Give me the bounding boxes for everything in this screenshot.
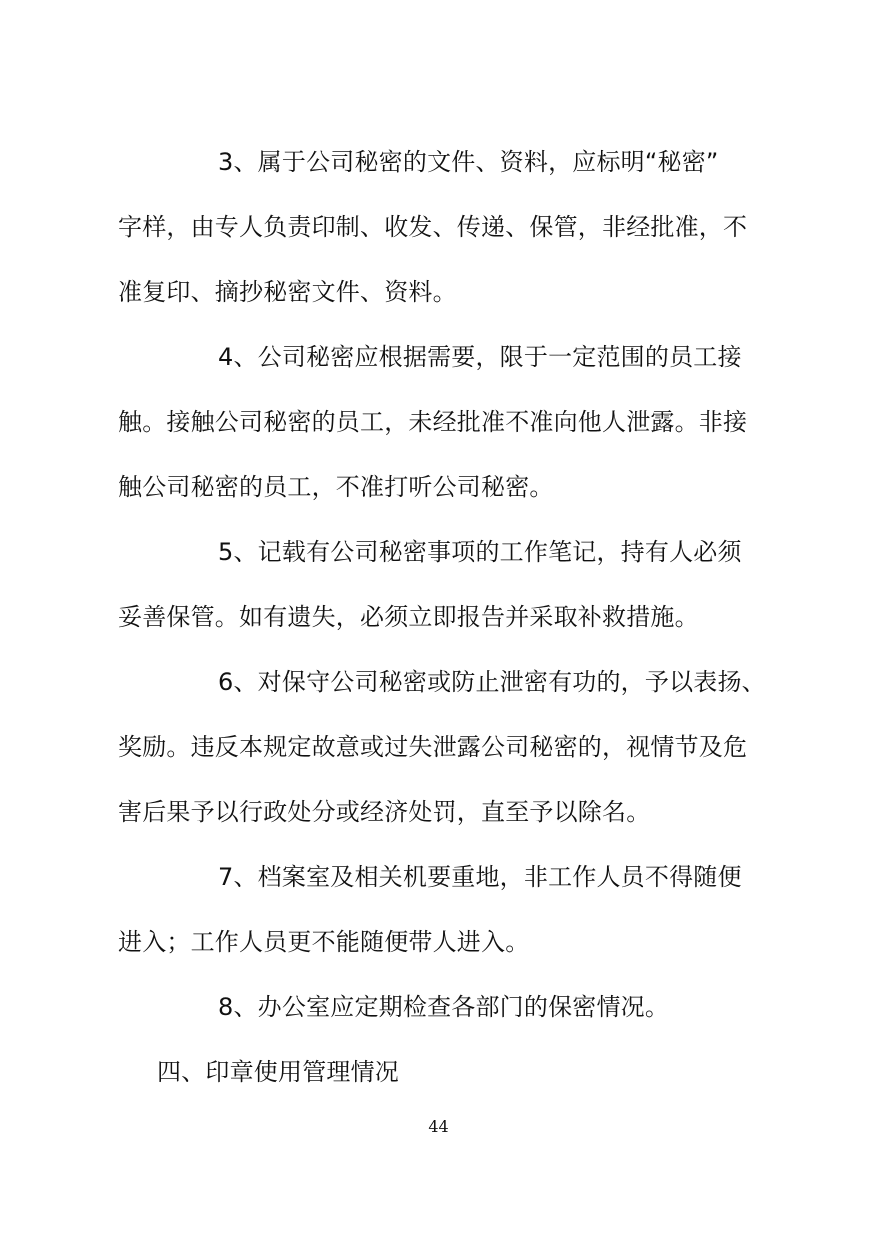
text-line: 7、档案室及相关机要重地，非工作人员不得随便: [218, 863, 742, 891]
text-line: 准复印、摘抄秘密文件、资料。: [118, 278, 457, 306]
section-heading: 四、印章使用管理情况: [157, 1058, 399, 1086]
text-line: 8、办公室应定期检查各部门的保密情况。: [218, 993, 670, 1021]
text-line: 触公司秘密的员工，不准打听公司秘密。: [118, 473, 554, 501]
text-line: 奖励。违反本规定故意或过失泄露公司秘密的，视情节及危: [118, 733, 748, 761]
text-line: 害后果予以行政处分或经济处罚，直至予以除名。: [118, 798, 651, 826]
text-line: 进入；工作人员更不能随便带人进入。: [118, 928, 530, 956]
text-line: 妥善保管。如有遗失，必须立即报告并采取补救措施。: [118, 603, 699, 631]
text-line: 6、对保守公司秘密或防止泄密有功的，予以表扬、: [218, 668, 766, 696]
page-number: 44: [428, 1117, 449, 1136]
text-line: 4、公司秘密应根据需要，限于一定范围的员工接: [218, 343, 742, 371]
text-line: 5、记载有公司秘密事项的工作笔记，持有人必须: [218, 538, 742, 566]
text-line: 字样，由专人负责印制、收发、传递、保管，非经批准，不: [118, 213, 748, 241]
text-line: 触。接触公司秘密的员工，未经批准不准向他人泄露。非接: [118, 408, 748, 436]
text-line: 3、属于公司秘密的文件、资料，应标明“秘密”: [218, 148, 719, 176]
